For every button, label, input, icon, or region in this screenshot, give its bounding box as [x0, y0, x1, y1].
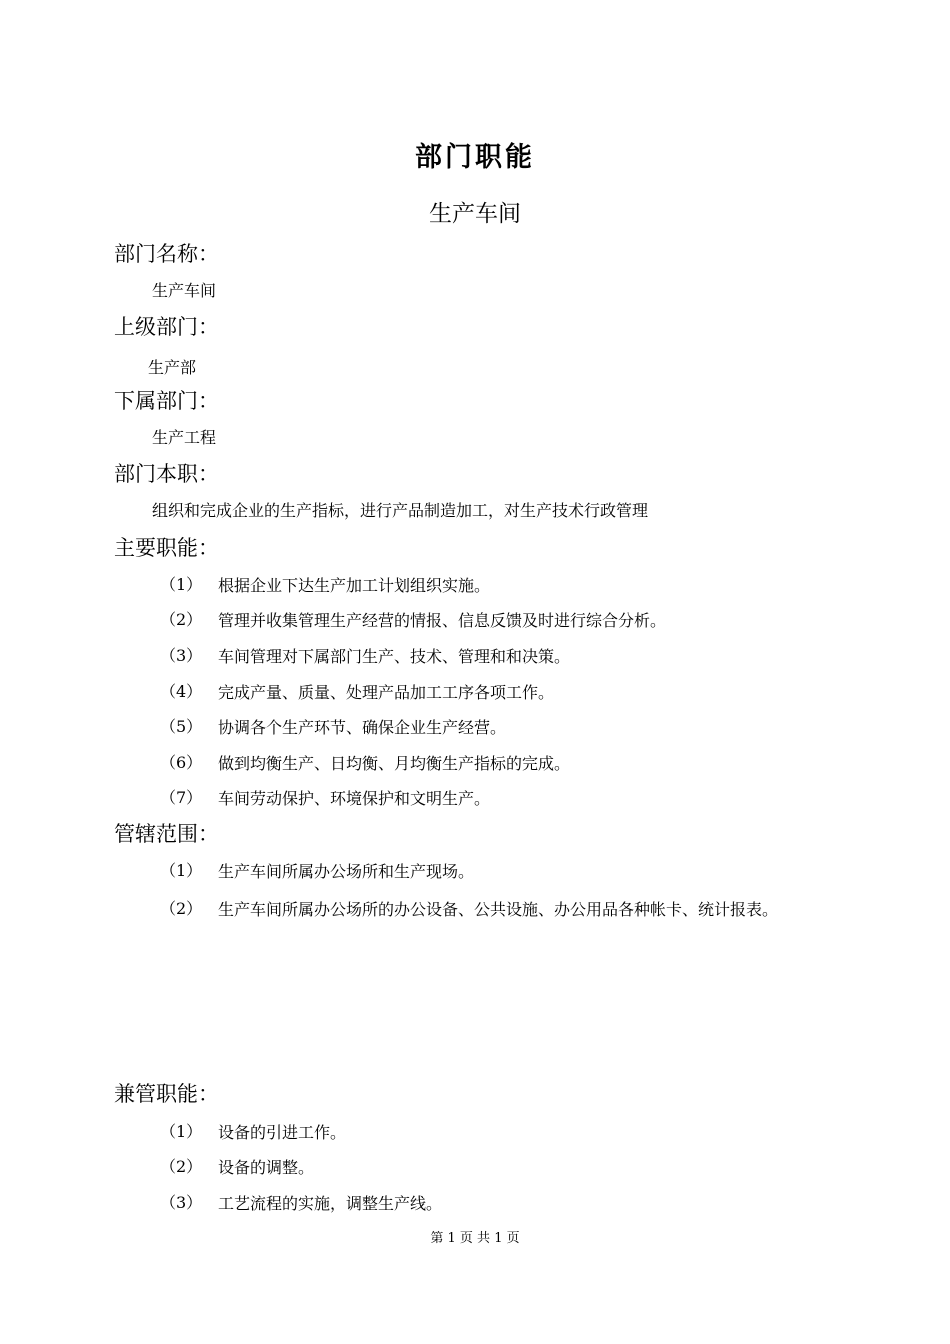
section-heading-concurrent: 兼管职能： — [114, 1082, 219, 1106]
item-number: （3） — [160, 1193, 203, 1212]
document-subtitle: 生产车间 — [429, 201, 521, 227]
document-title: 部门职能 — [415, 142, 535, 173]
item-text: 生产车间所属办公场所的办公设备、公共设施、办公用品各种帐卡、统计报表。 — [218, 900, 779, 919]
item-number: （2） — [160, 899, 203, 918]
item-number: （1） — [160, 1122, 203, 1141]
item-number: （4） — [160, 682, 203, 701]
page-footer: 第 1 页 共 1 页 — [430, 1231, 520, 1246]
item-number: （3） — [160, 646, 203, 665]
section-heading-dept-name: 部门名称： — [114, 242, 219, 266]
dept-name-value: 生产车间 — [152, 281, 217, 300]
section-heading-main-functions: 主要职能： — [114, 536, 219, 560]
item-text: 协调各个生产环节、确保企业生产经营。 — [218, 718, 507, 737]
item-number: （7） — [160, 788, 203, 807]
item-text: 根据企业下达生产加工计划组织实施。 — [218, 576, 491, 595]
item-text: 工艺流程的实施，调整生产线。 — [218, 1194, 443, 1213]
item-text: 设备的调整。 — [218, 1158, 315, 1177]
item-number: （5） — [160, 717, 203, 736]
item-text: 车间管理对下属部门生产、技术、管理和和决策。 — [218, 647, 571, 666]
duty-value: 组织和完成企业的生产指标，进行产品制造加工，对生产技术行政管理 — [152, 501, 649, 520]
section-heading-jurisdiction: 管辖范围： — [114, 822, 219, 846]
item-number: （6） — [160, 753, 203, 772]
section-heading-duty: 部门本职： — [114, 462, 219, 486]
item-text: 做到均衡生产、日均衡、月均衡生产指标的完成。 — [218, 754, 571, 773]
item-text: 生产车间所属办公场所和生产现场。 — [218, 862, 475, 881]
subordinate-value: 生产工程 — [152, 428, 217, 447]
item-text: 设备的引进工作。 — [218, 1123, 347, 1142]
item-number: （1） — [160, 575, 203, 594]
item-number: （2） — [160, 610, 203, 629]
section-heading-subordinate: 下属部门： — [114, 389, 219, 413]
item-number: （1） — [160, 861, 203, 880]
item-text: 完成产量、质量、处理产品加工工序各项工作。 — [218, 683, 555, 702]
item-text: 车间劳动保护、环境保护和文明生产。 — [218, 789, 491, 808]
item-text: 管理并收集管理生产经营的情报、信息反馈及时进行综合分析。 — [218, 611, 667, 630]
item-number: （2） — [160, 1157, 203, 1176]
section-heading-superior: 上级部门： — [114, 315, 219, 339]
superior-value: 生产部 — [148, 358, 197, 377]
